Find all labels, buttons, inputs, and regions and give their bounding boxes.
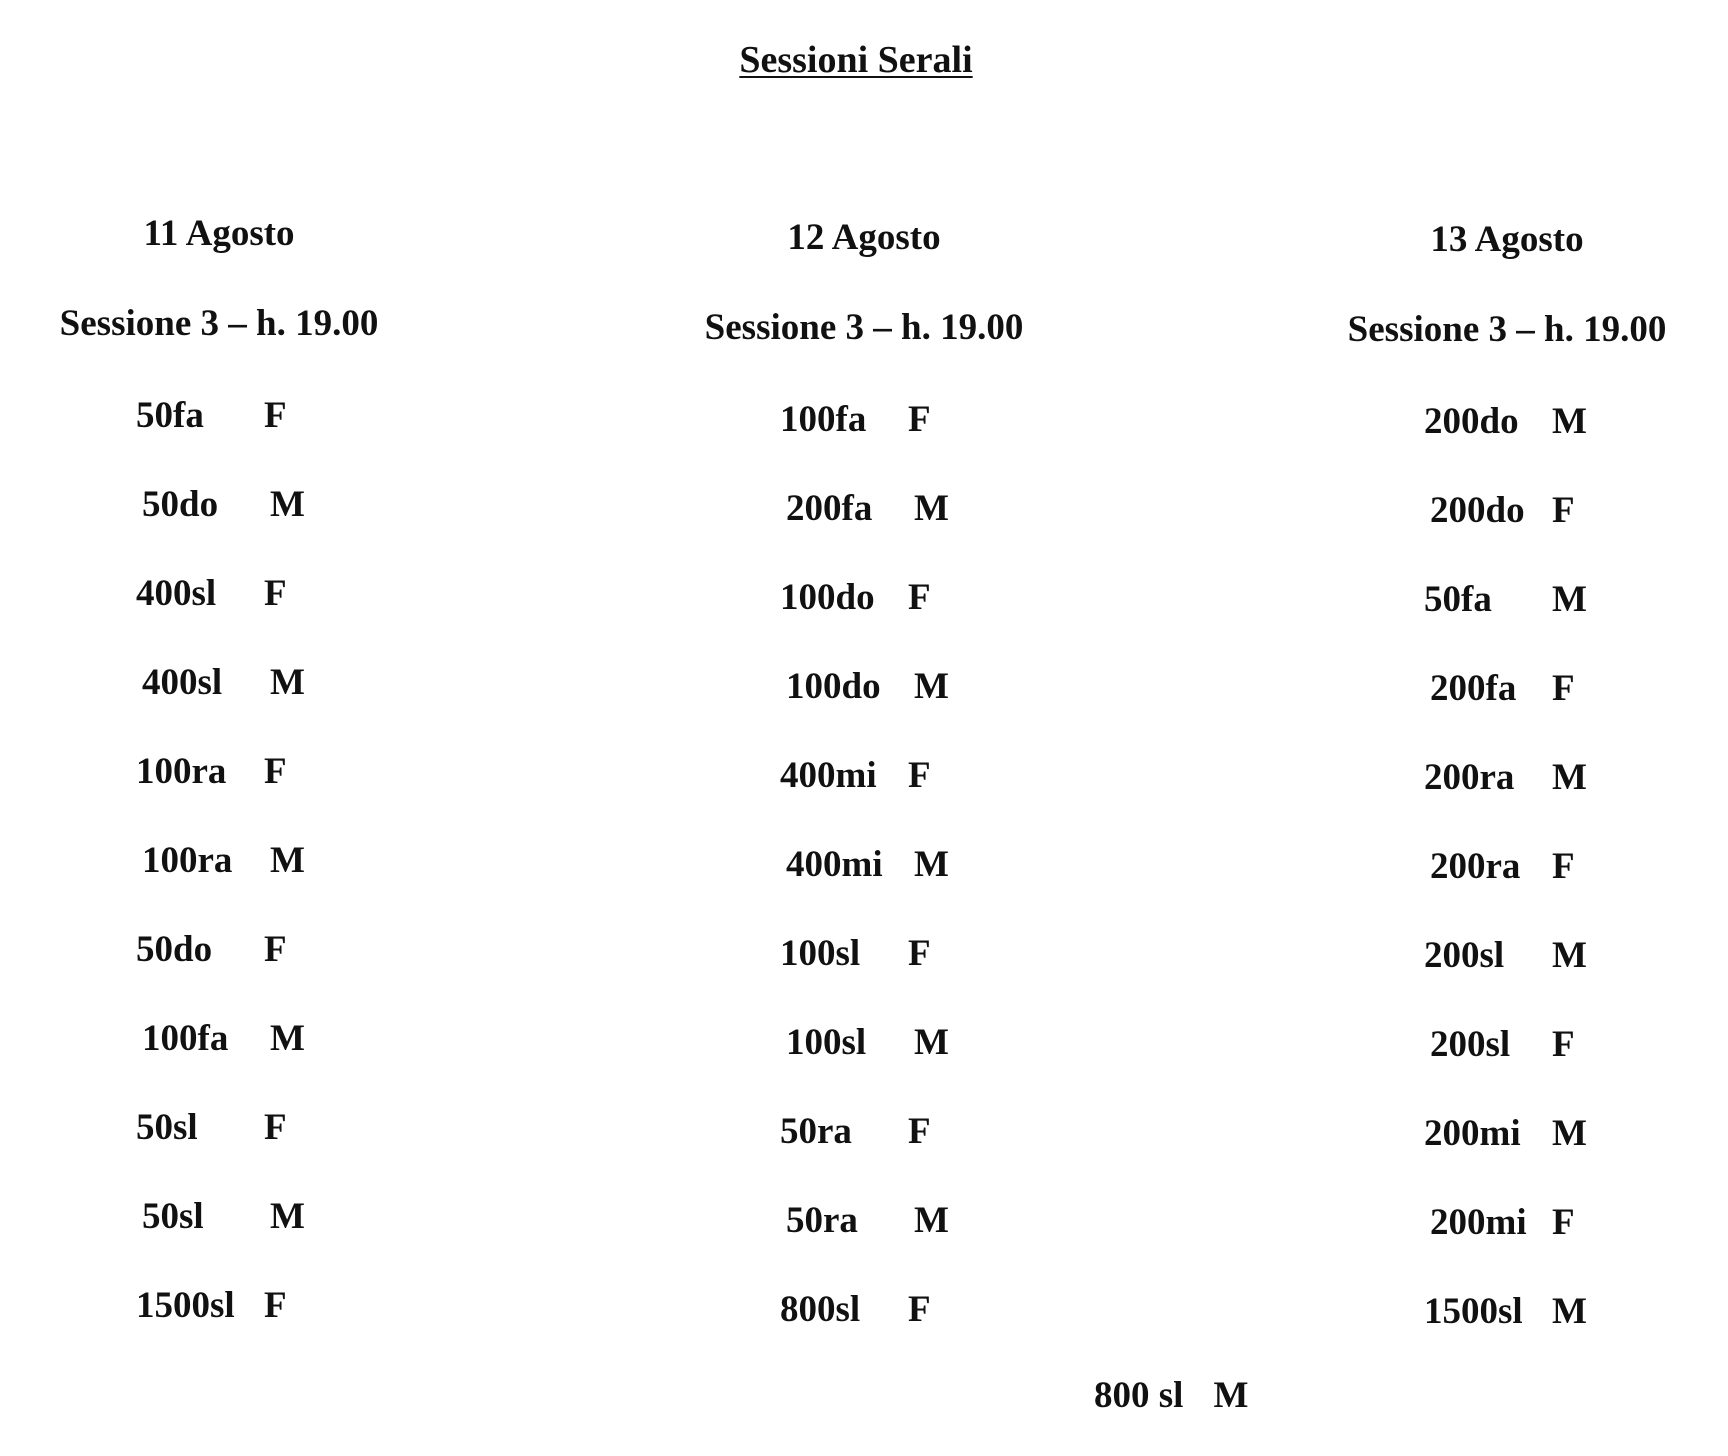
event-distance: 50fa — [136, 395, 204, 436]
event-distance: 1500sl — [136, 1285, 235, 1326]
day-heading: 12 Agosto — [787, 217, 941, 258]
event-distance: 100do — [786, 666, 881, 707]
event-distance: 400mi — [780, 755, 877, 796]
event-sex: M — [270, 484, 305, 525]
event-distance: 200mi — [1424, 1113, 1521, 1154]
event-sex: F — [908, 577, 931, 618]
event-distance: 200do — [1430, 490, 1525, 531]
event-sex: M — [1552, 1113, 1587, 1154]
event-distance: 400sl — [136, 573, 217, 614]
event-distance: 200mi — [1430, 1202, 1527, 1243]
event-sex: M — [914, 1200, 949, 1241]
event-sex: F — [264, 573, 287, 614]
extra-event-distance: 800 sl — [1094, 1375, 1184, 1416]
event-sex: M — [914, 666, 949, 707]
event-sex: M — [1552, 935, 1587, 976]
event-sex: F — [1552, 846, 1575, 887]
event-sex: F — [264, 751, 287, 792]
event-distance: 1500sl — [1424, 1291, 1523, 1332]
event-sex: F — [264, 1285, 287, 1326]
event-distance: 50fa — [1424, 579, 1492, 620]
event-sex: M — [270, 662, 305, 703]
session-heading: Sessione 3 – h. 19.00 — [59, 303, 379, 344]
event-sex: M — [1552, 401, 1587, 442]
session-heading: Sessione 3 – h. 19.00 — [1347, 309, 1667, 350]
event-distance: 50ra — [780, 1111, 852, 1152]
session-heading: Sessione 3 – h. 19.00 — [704, 307, 1024, 348]
event-sex: M — [1552, 1291, 1587, 1332]
day-heading: 13 Agosto — [1430, 219, 1584, 260]
event-sex: F — [264, 1107, 287, 1148]
event-distance: 50do — [142, 484, 219, 525]
day-heading: 11 Agosto — [143, 213, 295, 254]
event-distance: 100do — [780, 577, 875, 618]
event-sex: F — [264, 395, 287, 436]
event-distance: 50ra — [786, 1200, 858, 1241]
event-sex: M — [270, 1018, 305, 1059]
event-distance: 400sl — [142, 662, 223, 703]
event-sex: F — [1552, 490, 1575, 531]
event-sex: M — [914, 844, 949, 885]
extra-event — [1094, 1374, 1248, 1417]
event-distance: 400mi — [786, 844, 883, 885]
event-sex: F — [1552, 668, 1575, 709]
event-sex: F — [1552, 1202, 1575, 1243]
page-title: Sessioni Serali — [739, 39, 973, 81]
event-sex: M — [1552, 757, 1587, 798]
event-sex: M — [270, 1196, 305, 1237]
event-distance: 100sl — [780, 933, 861, 974]
event-sex: F — [908, 933, 931, 974]
event-distance: 200ra — [1424, 757, 1515, 798]
event-sex: F — [908, 1111, 931, 1152]
event-distance: 200sl — [1424, 935, 1505, 976]
extra-event-sex: M — [1213, 1375, 1249, 1416]
event-distance: 200ra — [1430, 846, 1521, 887]
event-distance: 100ra — [142, 840, 233, 881]
event-sex: F — [908, 755, 931, 796]
event-distance: 100fa — [142, 1018, 229, 1059]
event-distance: 800sl — [780, 1289, 861, 1330]
event-distance: 100fa — [780, 399, 867, 440]
event-distance: 50sl — [136, 1107, 198, 1148]
event-sex: F — [908, 399, 931, 440]
event-sex: M — [914, 1022, 949, 1063]
event-sex: F — [908, 1289, 931, 1330]
event-sex: F — [1552, 1024, 1575, 1065]
event-sex: M — [270, 840, 305, 881]
event-distance: 50sl — [142, 1196, 204, 1237]
event-distance: 100sl — [786, 1022, 867, 1063]
event-sex: F — [264, 929, 287, 970]
event-sex: M — [914, 488, 949, 529]
event-distance: 50do — [136, 929, 213, 970]
event-distance: 100ra — [136, 751, 227, 792]
event-distance: 200fa — [786, 488, 873, 529]
event-distance: 200sl — [1430, 1024, 1511, 1065]
event-distance: 200do — [1424, 401, 1519, 442]
event-distance: 200fa — [1430, 668, 1517, 709]
event-sex: M — [1552, 579, 1587, 620]
